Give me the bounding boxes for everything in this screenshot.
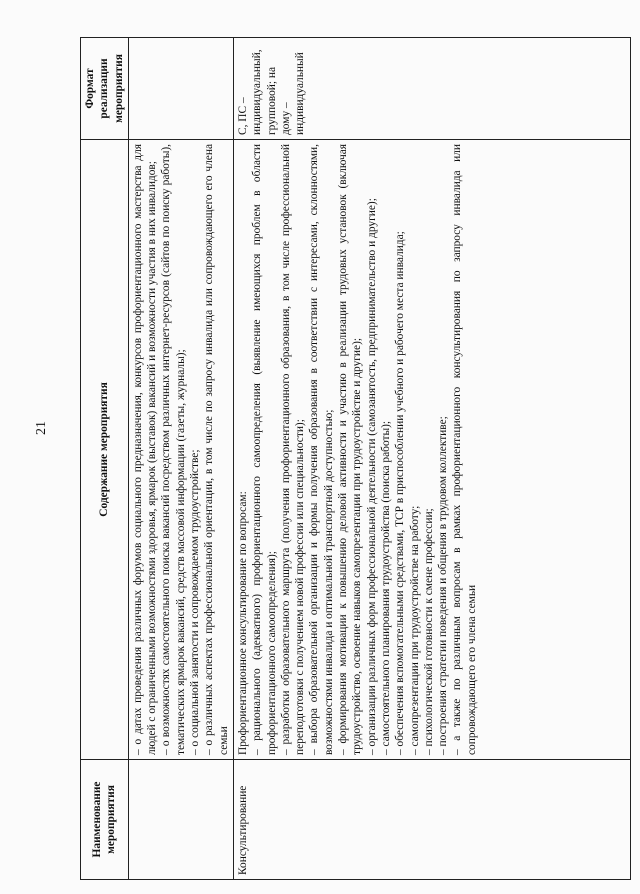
main-row-intro: Профориентационное консультирование по вопросам: (236, 491, 249, 755)
list-item: – построения стратегии поведения и общения в трудовом коллективе; (437, 416, 450, 755)
main-row-name: Консультирование (233, 760, 630, 880)
list-item: – выбора образовательной организации и формы получения образования в соответствии с интересами, склонностями, возможностями инвалида и оптимальной транспортной доступностью; (308, 144, 335, 755)
rotated-table-container (80, 38, 636, 880)
list-item: – самопрезентации при трудоустройстве на работу; (408, 505, 421, 755)
list-item: – психологической готовности к смене профессии; (422, 508, 435, 755)
table-header-row (81, 38, 129, 880)
main-row-format: С, ПС – индивидуальный, групповой; на дому – индивидуальный (233, 38, 630, 140)
list-item: – рационального (адекватного) профориентационного самоопределения (выявление имеющихся проблем в области профориентационного самоопределения); (251, 144, 278, 755)
activities-table (80, 37, 631, 880)
table-row (233, 38, 630, 880)
prev-row-name (128, 760, 233, 880)
list-item: – формирования мотивации к повышению деловой активности и участию в реализации трудовых установок (включая трудоустройство, освоение навыков самопрезентации при трудоустройстве и другие); (337, 144, 364, 755)
prev-row-content (128, 140, 233, 760)
table-row (128, 38, 233, 880)
header-format: Формат реализации мероприятия (81, 38, 129, 140)
list-item: – а также по различным вопросам в рамках профориентационного консультирования по запросу инвалида или сопровождающего его члена семьи (451, 144, 478, 755)
page-number: 21 (34, 421, 49, 435)
header-name: Наименование мероприятия (81, 760, 129, 880)
list-item: – организации различных форм профессиональной деятельности (самозанятость, предпринимательство и другие); (365, 198, 378, 755)
list-item: – о датах проведения различных форумов социального предназначения, конкурсов профориентационного мастерства для людей с ограниченными возможностями здоровья, ярмарок (выставок) вакансий и возможности участия в них инвалидов; (131, 144, 159, 755)
main-row-content (233, 140, 630, 760)
prev-row-format (128, 38, 233, 140)
list-item: – о социальной занятости и сопровождаемом трудоустройстве; (189, 449, 202, 755)
list-item: – о возможностях самостоятельного поиска вакансий посредством различных интернет-ресурсов (сайтов по поиску работы), тематических ярмарок вакансий, средств массовой информации (газеты, журналы); (160, 144, 187, 755)
list-item: – самостоятельного планирования трудоустройства (поиска работы); (379, 420, 392, 755)
header-content: Содержание мероприятия (81, 140, 129, 760)
list-item: – разработки образовательного маршрута (получения профориентационного образования, в том числе профессиональной переподготовки с получением новой профессии или специальности); (279, 144, 307, 755)
list-item: – обеспечения вспомогательными средствами, ТСР в приспособлении учебного и рабочего места инвалида; (394, 231, 407, 755)
list-item: – о различных аспектах профессиональной ориентации, в том числе по запросу инвалида или сопровождающего его члена семьи (203, 144, 230, 755)
